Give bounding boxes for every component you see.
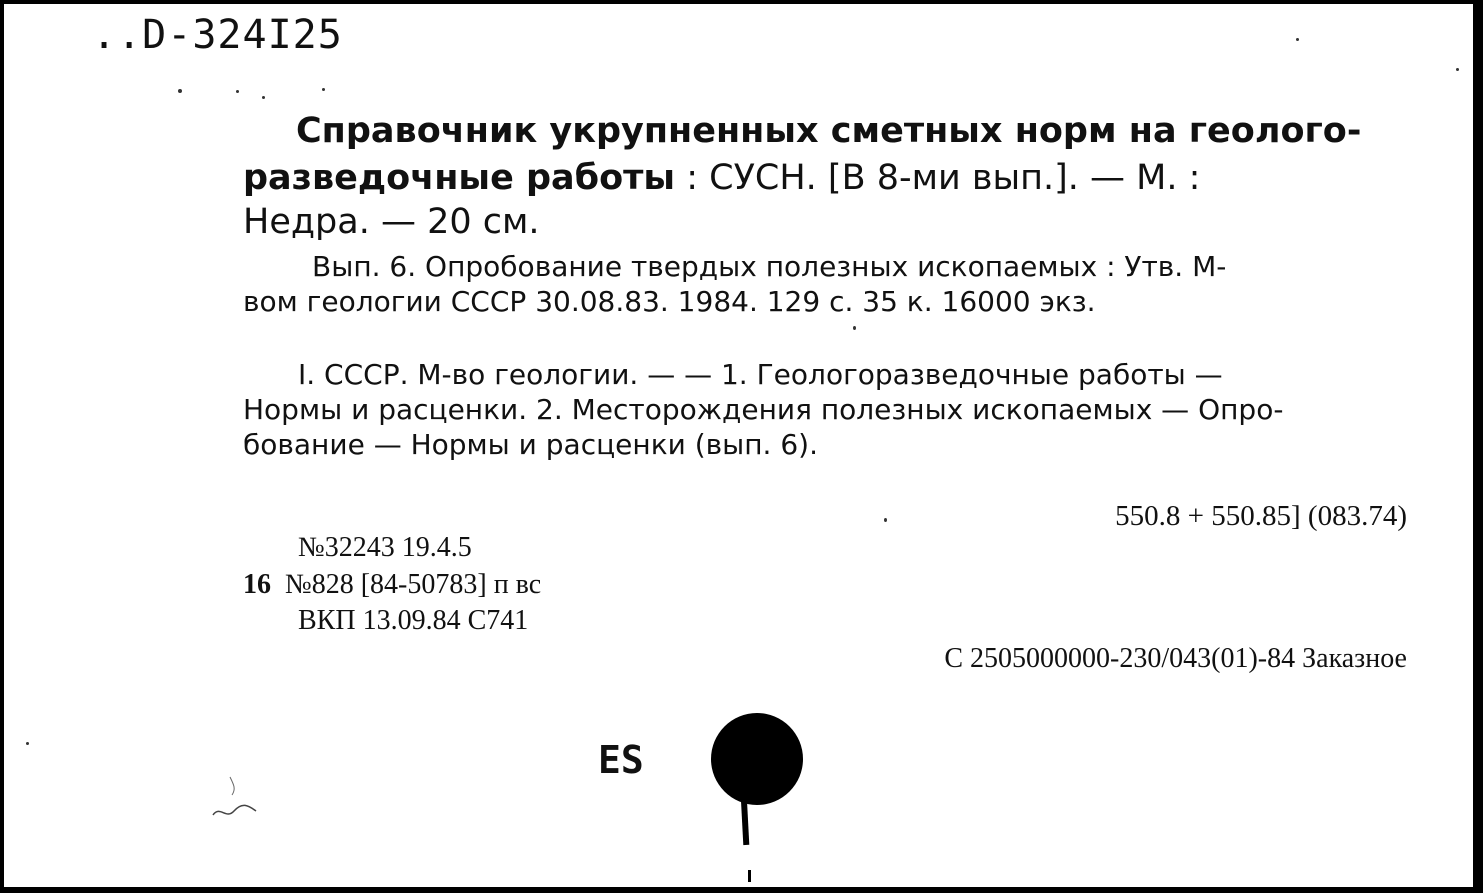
call-number: ..D-324I25 <box>92 12 343 58</box>
subject-line-3: бование — Нормы и расценки (вып. 6). <box>243 428 818 461</box>
speck <box>853 326 856 330</box>
record-number-line-3: ВКП 13.09.84 С741 <box>298 605 529 636</box>
punch-hole-mark <box>748 870 751 882</box>
series-line-2: вом геологии СССР 30.08.83. 1984. 129 с. 35 к. 16000 экз. <box>243 285 1096 318</box>
card-border-bottom <box>0 887 1483 893</box>
stamp-mark: ES <box>598 738 644 782</box>
handwritten-mark <box>208 775 268 825</box>
speck <box>26 742 29 745</box>
record-number-line-2 <box>243 569 541 601</box>
title-line-2 <box>243 158 1200 198</box>
speck <box>236 90 239 93</box>
record-number-line-2-text: №828 [84-50783] п вс <box>285 569 542 600</box>
title-line-3: Недра. — 20 см. <box>243 202 540 242</box>
card-border-right <box>1473 0 1483 893</box>
speck <box>178 89 182 93</box>
subject-line-1: I. СССР. М-во геологии. — — 1. Геологоразведочные работы — <box>298 358 1223 391</box>
speck <box>1456 68 1459 71</box>
speck <box>322 88 325 91</box>
card-border-top <box>0 0 1483 4</box>
index-code: С 2505000000-230/043(01)-84 Заказное <box>944 643 1407 674</box>
record-number-line-1: №32243 19.4.5 <box>298 532 472 563</box>
speck <box>884 518 887 522</box>
series-line-1: Вып. 6. Опробование твердых полезных ископаемых : Утв. М- <box>312 250 1227 283</box>
title-imprint: : СУСН. [В 8-ми вып.]. — М. : <box>675 158 1201 198</box>
copies-count: 16 <box>243 569 271 600</box>
title-bold-1: Справочник укрупненных сметных норм на геолого- <box>296 111 1362 151</box>
punch-hole <box>711 713 803 805</box>
speck <box>262 96 265 99</box>
card-border-left <box>0 0 4 893</box>
speck <box>1296 38 1299 41</box>
title-bold-2: разведочные работы <box>243 158 676 198</box>
classification-number: 550.8 + 550.85] (083.74) <box>1115 500 1407 532</box>
title-line-1 <box>296 111 1361 151</box>
subject-line-2: Нормы и расценки. 2. Месторождения полезных ископаемых — Опро- <box>243 393 1284 426</box>
